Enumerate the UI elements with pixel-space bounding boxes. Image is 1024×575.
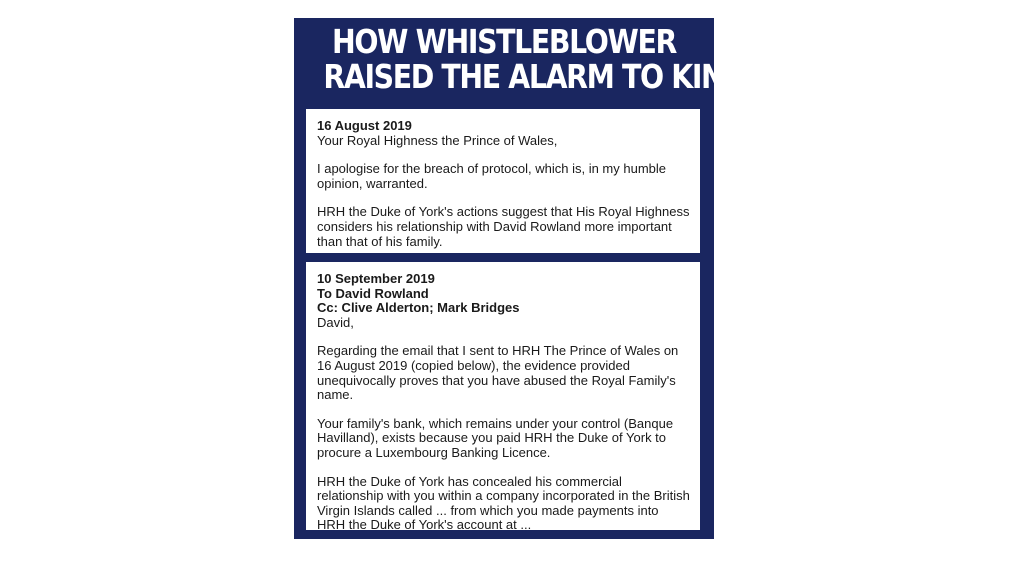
letter-2-date: 10 September 2019: [317, 271, 435, 286]
letter-2-cc: Cc: Clive Alderton; Mark Bridges: [317, 300, 520, 316]
letter-1-date: 16 August 2019: [317, 118, 412, 133]
letter-2-salutation: David,: [317, 314, 354, 330]
letter-2-paragraph-2: Your family's bank, which remains under your control (Banque Havilland), exists because you paid HRH the Duke of York to procure a Luxembourg Banking Licence.: [317, 415, 674, 460]
letter-1-salutation: Your Royal Highness the Prince of Wales,: [317, 132, 558, 148]
infographic-panel: [294, 18, 746, 539]
letter-1-paragraph-2: HRH the Duke of York's actions suggest that His Royal Highness considers his relationship with David Rowland more important than that of his family.: [317, 204, 690, 249]
headline-line-1: HOW WHISTLEBLOWER: [332, 22, 676, 61]
letter-card-1: [306, 109, 700, 253]
letter-1-paragraph-1: I apologise for the breach of protocol, which is, in my humble opinion, warranted.: [317, 161, 667, 191]
letter-card-2: [306, 262, 700, 533]
letter-2-paragraph-3: HRH the Duke of York has concealed his commercial relationship with you within a company incorporated in the British Virgin Islands called ... from which you made payments into HRH the Duke of York's account at ...: [317, 473, 690, 533]
letter-2-recipient: To David Rowland: [317, 285, 429, 301]
headline: [323, 22, 746, 96]
headline-line-2: RAISED THE ALARM TO KING: [323, 57, 746, 96]
letter-2-paragraph-1: Regarding the email that I sent to HRH The Prince of Wales on 16 August 2019 (copied below), the evidence provided unequivocally proves that you have abused the Royal Family's name.: [317, 343, 679, 403]
